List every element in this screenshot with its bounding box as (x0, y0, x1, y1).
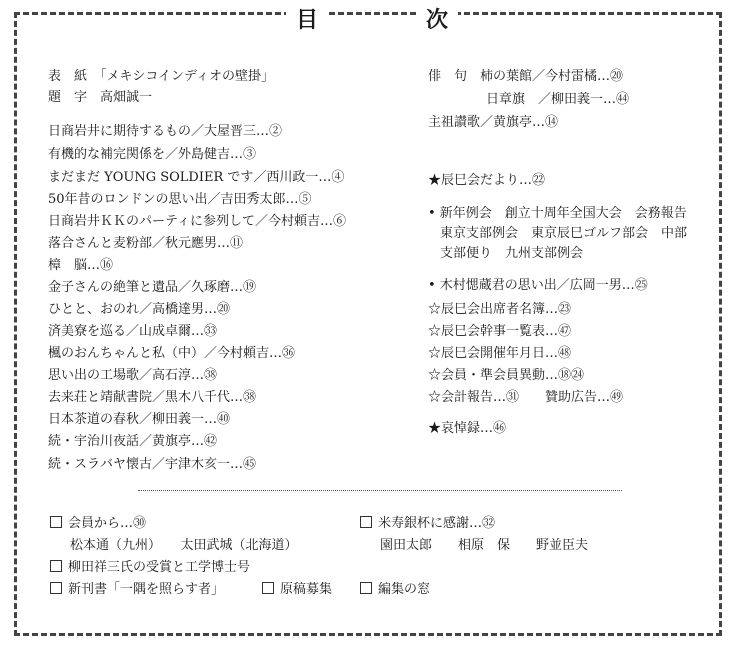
toc-entry: ひとと、おのれ／高橋達男…⑳ (48, 302, 231, 317)
toc-entry: ☆会員・準会員異動…⑱㉔ (428, 368, 585, 383)
toc-entry: 樟 脳…⑯ (48, 258, 114, 273)
toc-entry: 済美寮を巡る／山成卓爾…㉝ (48, 324, 218, 339)
toc-entry: 楓のおんちゃんと私（中）／今村頼吉…㊱ (48, 346, 296, 361)
toc-entry: まだまだ YOUNG SOLDIER です／西川政一…④ (48, 170, 345, 185)
section-tatsumi-news: ★辰巳会だより…㉒ (428, 173, 546, 188)
toc-entry: 日商岩井ＫＫのパーティに参列して／今村頼吉…⑥ (48, 214, 346, 229)
toc-entry: 続・宇治川夜話／黄旗亭…㊷ (48, 434, 218, 449)
toc-entry: ☆会計報告…㉛ 贊助広告…㊾ (428, 390, 624, 405)
toc-entry: 50年昔のロンドンの思い出／吉田秀太郎…⑤ (48, 192, 312, 207)
toc-entry: 主祖讃歌／黄旗亭…⑭ (428, 115, 559, 130)
toc-entry: 日商岩井に期待するもの／大屋晋三…② (48, 124, 283, 139)
title-calligraphy-line: 題 字 高畑誠一 (48, 90, 153, 105)
toc-entry: ☆辰巳会出席者名簿…㉓ (428, 302, 572, 317)
section-obituary: ★哀悼録…㊻ (428, 421, 507, 436)
toc-entry: • 木村愢蔵君の思い出／広岡一男…㉕ (428, 278, 648, 293)
beiju-title: 米寿銀杯に感謝…㉜ (378, 516, 496, 531)
toc-entry: 支部便り 九州支部例会 (440, 246, 584, 261)
yanagita-text: 柳田祥三氏の受賞と工学博士号 (68, 560, 251, 575)
checkbox-icon (50, 516, 62, 528)
toc-entry: • 新年例会 創立十周年全国大会 会務報告 (428, 206, 687, 221)
checkbox-icon (360, 516, 372, 528)
cover-line: 表 紙 「メキシコインディオの壁掛」 (48, 69, 274, 84)
new-book-item (50, 581, 224, 599)
checkbox-icon (360, 582, 372, 594)
haiku-line: 日章旗 ／柳田義一…㊹ (486, 92, 630, 107)
toc-entry: 金子さんの絶筆と遺品／久琢磨…⑲ (48, 280, 257, 295)
new-book-text: 新刊書「一隅を照らす者」 (68, 582, 225, 597)
toc-entry: 日本茶道の春秋／柳田義一…㊵ (48, 412, 231, 427)
beiju-item (360, 515, 495, 533)
members-title: 会員から…㉚ (68, 516, 147, 531)
checkbox-icon (262, 582, 274, 594)
editor-item (360, 581, 430, 599)
yanagita-item (50, 559, 250, 577)
toc-entry: 落合さんと麦粉部／秋元應男…⑪ (48, 236, 244, 251)
editor-text: 編集の窓 (378, 582, 431, 597)
toc-entry: 東京支部例会 東京辰巳ゴルフ部会 中部 (440, 226, 688, 241)
dotted-separator (138, 490, 622, 491)
manuscripts-text: 原稿募集 (280, 582, 333, 597)
toc-entry: 思い出の工場歌／高石淳…㊳ (48, 368, 218, 383)
manuscripts-item (262, 581, 332, 599)
members-names: 松本通（九州） 太田武城（北海道） (70, 538, 298, 553)
toc-entry: ☆辰巳会開催年月日…㊽ (428, 346, 572, 361)
heading-right: 次 (416, 6, 458, 34)
toc-entry: 有機的な補完関係を／外島健吉…③ (48, 147, 257, 162)
toc-entry: 続・スラバヤ懐古／宇津木亥一…㊺ (48, 457, 257, 472)
members-item (50, 515, 146, 533)
toc-entry: 去来荘と靖献書院／黒木八千代…㊳ (48, 390, 257, 405)
toc-entry: ☆辰巳会幹事一覧表…㊼ (428, 324, 572, 339)
checkbox-icon (50, 560, 62, 572)
heading-left: 目 (286, 6, 328, 34)
beiju-names: 園田太郎 相原 保 野並臣夫 (380, 538, 589, 553)
haiku-line: 俳 句 柿の葉館／今村雷橘…⑳ (428, 69, 624, 84)
checkbox-icon (50, 582, 62, 594)
